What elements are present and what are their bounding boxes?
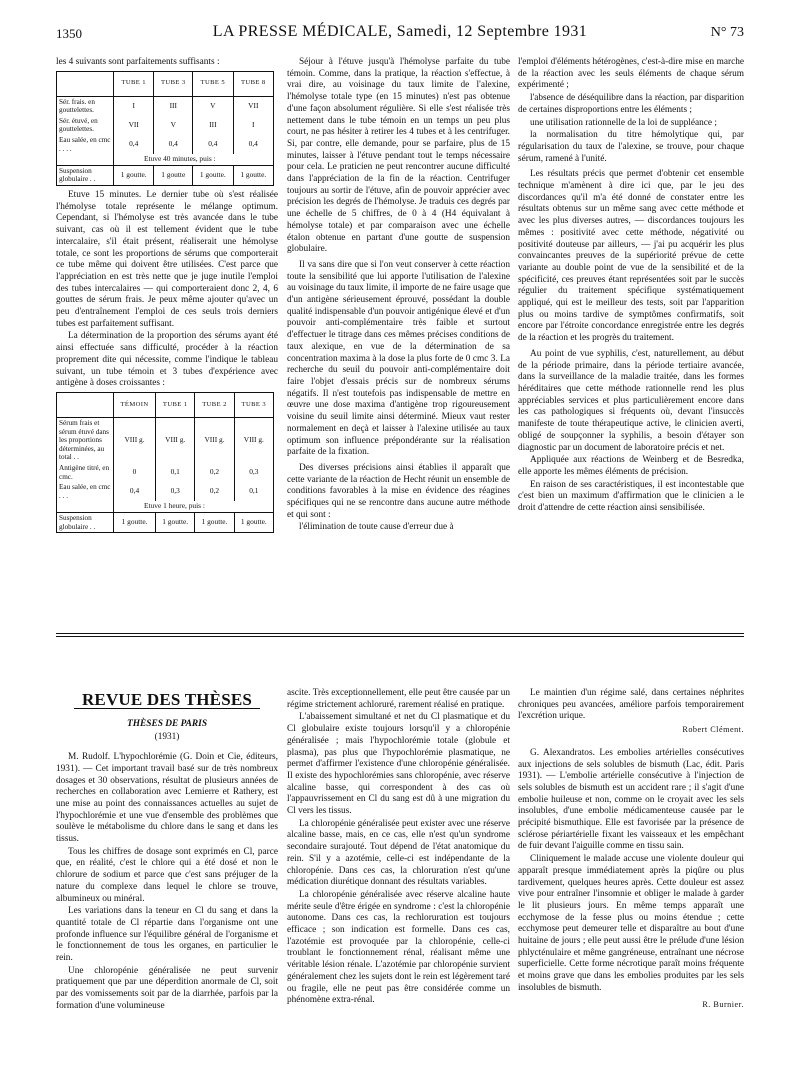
paragraph: ascite. Très exceptionnellement, elle peut être causée par un régime strictement achloruré, rarement réalisé en pratique. — [287, 688, 510, 710]
table-row — [57, 154, 274, 165]
paragraph: La détermination de la proportion des sérums ayant été ainsi effectuée sans difficulté, procéder à la réaction proprement dite qui nécessite, comme l'indique le tableau suivant, un tube témoin et 3 tubes d'expérience avec antigène à doses croissantes : — [56, 331, 278, 389]
table-cell: 1 goutte. — [195, 512, 234, 532]
table-row — [57, 482, 274, 501]
column-6 — [518, 688, 744, 1072]
section-subtitle: THÈSES DE PARIS — [126, 718, 208, 729]
table-row — [57, 165, 274, 185]
table-cell: Suspension globulaire . . — [57, 165, 114, 185]
table-header-cell: TUBE 3 — [234, 393, 273, 418]
table-cell: VII — [114, 116, 154, 135]
column-1 — [56, 57, 278, 625]
serum-proportion-table — [56, 71, 274, 186]
paragraph: Les variations dans la teneur en Cl du sang et dans la quantité totale de Cl répartie dans l'organisme ont une profonde influence sur l'équilibre général de l'organisme et le fonctionnement de tous les organes, en particulier le rein. — [56, 906, 278, 964]
table-cell: I — [114, 96, 154, 116]
paragraph: une utilisation rationnelle de la loi de suppléance ; — [530, 117, 717, 128]
table-row — [57, 135, 274, 154]
table-cell: Sérum frais et sérum étuvé dans les proportions déterminées, au total . . — [57, 418, 114, 463]
table-cell: 1 goutte — [154, 165, 193, 185]
table-cell: Antigène titré, en cmc. — [57, 463, 114, 482]
col1-intro: les 4 suivants sont parfaitements suffisants : — [56, 57, 220, 67]
paragraph: Appliquée aux réactions de Weinberg et de Besredka, elle apporte les mêmes éléments de précision. — [518, 455, 744, 477]
paragraph: L'abaissement simultané et net du Cl plasmatique et du Cl globulaire existe toujours lorsqu'il y a chloropénie généralisée ; mais l'hypochlorémie totale (globule et plasma), pas plus que l'hypochlorémie plasmatique, ne permet d'affirmer l'existence d'une chloropénie généralisée. Il existe des hypochlorémies sans chloropénie, avec réserve alcaline basse, qui correspondent à des cas où l'appauvrissement en Cl du sang est dû à une migration du Cl vers les tissus. — [287, 712, 510, 817]
table-cell: 1 goutte. — [114, 512, 156, 532]
paragraph: Etuve 15 minutes. Le dernier tube où s'est réalisée l'hémolyse totale représente le mélange optimum. Cependant, si l'hémolyse est très avancée dans le tube suivant, cas où il est tellement évident que le tube intercalaire, s'il était présent, réaliserait une hémolyse totale, ce sont les proportions de sérums que comporterait ce tube même qui doivent être utilisées. C'est parce que l'appréciation en est très nette que je juge inutile l'emploi des tubes intercalaires — qui comporteraient donc 2, 4, 6 gouttes de sérum frais. Je peux même ajouter qu'avec un peu d'entraînement l'emploi de ces seuls trois derniers tubes est parfaitement suffisant. — [56, 190, 278, 329]
table-header-cell — [57, 393, 114, 418]
table-cell: VIII g. — [195, 418, 234, 463]
table-cell: 0 — [114, 463, 156, 482]
table-cell: 0,2 — [195, 482, 234, 501]
paragraph: Le maintien d'un régime salé, dans certaines néphrites chroniques peu avancées, améliore parfois temporairement l'excrétion urique. — [518, 688, 744, 722]
table-header-cell: TUBE 1 — [156, 393, 195, 418]
paragraph: Cliniquement le malade accuse une violente douleur qui apparaît presque immédiatement après la piqûre ou plus tardivement, quelques heures après. Cette douleur est assez vive pour entraîner l'insomnie et obliger le malade à garder le lit plusieurs jours. En même temps apparaît une ecchymose de la fesse plus ou moins étendue ; cette ecchymose peut demeurer telle et disparaître au bout d'une huitaine de jours ; elle peut aussi être le prélude d'une lésion phlycténulaire et même gangréneuse, entraînant une nécrose superficielle. Cette forme nécrotique paraît moins fréquente et moins grave que dans les embolies produites par les sels insolubles de bismuth. — [518, 854, 744, 993]
paragraph: En raison de ses caractéristiques, il est incontestable que c'est bien un maximum d'affirmation que le clinicien a le droit d'attendre de cette réaction ainsi sensibilisée. — [518, 479, 744, 514]
table-row — [57, 418, 274, 463]
paragraph: M. Rudolf. L'hypochlorémie (G. Doin et Cie, éditeurs, 1931). — Cet important travail basé sur de très nombreux dosages et 30 observations, résultat de plusieurs années de recherches en collaboration avec Lemierre et Rathery, est une mise au point des connaissances actuelles au sujet de l'hypochlorémie et une vue d'ensemble des problèmes que soulève le métabolisme du chlore dans le sang et dans les tissus. — [56, 752, 278, 845]
paragraph: l'emploi d'éléments hétérogènes, c'est-à-dire mise en marche de la réaction avec les seuls éléments de chaque sérum expérimenté ; — [518, 57, 744, 91]
table-cell: 0,4 — [114, 135, 154, 154]
paragraph: La chloropénie généralisée peut exister avec une réserve alcaline basse, mais, en ce cas, elle n'est qu'un syndrome secondaire surajouté. Tout dépend de l'état anatomique du rein. S'il y a azotémie, celle-ci est indépendante de la chloropénie. Dans ces cas, la chloruration n'est qu'une médication diurétique donnant des résultats variables. — [287, 818, 510, 888]
author-signature: R. Burnier. — [702, 999, 744, 1009]
paragraph: Les résultats précis que permet d'obtenir cet ensemble technique m'amènent à dire ici que, par le jeu des discordances qu'il m'a été donné de constater entre les résultats obtenus sur un même sang avec cette méthode et avec les plus diverses autres, — discordances toujours les mêmes : positivité avec cette méthode, négativité ou positivité douteuse par ailleurs, — j'ai pu acquérir les plus convaincantes preuves de la supériorité prévue de cette variante au double point de vue de la sensibilité et de la spécificité, ces preuves étant représentées soit par le succès régulier du traitement spécifique systématiquement appliqué, qui est le meilleur des tests, soit par l'apparition plus ou moins tardive de symptômes confirmatifs, soit encore par l'étroite concordance enregistrée entre les degrés de la réaction et les progrès du traitement. — [518, 169, 744, 344]
table-header-cell: TUBE 1 — [114, 71, 154, 96]
paragraph: l'élimination de toute cause d'erreur due à — [299, 522, 454, 533]
table-header-cell: TÉMOIN — [114, 393, 156, 418]
paragraph: Il va sans dire que si l'on veut conserver à cette réaction toute la sensibilité que lui apporte l'utilisation de l'alexine au voisinage du taux limite, il importe de ne faire usage que d'un antigène sérieusement éprouvé, possédant la double qualité indispensable d'un pouvoir antigénique élevé et d'un pouvoir anti-complémentaire très faible et surtout d'effectuer le titrage dans ces mêmes précises conditions de taux alexique, en vue de la détermination de sa concentration maxima à la dose la plus forte de 0 cmc 3. La recherche du seuil du pouvoir anti-complémentaire doit faire l'objet d'essais précis sur de nombreux sérums négatifs. Il n'est toutefois pas indispensable de mettre en œuvre une dose maxima d'antigène trop rigoureusement voisine du seuil limite ainsi déterminé. Mieux vaut rester normalement en deçà et laisser à l'alexine utilisée au taux optimum son influence prépondérante sur la réalisation parfaite de la fixation. — [287, 259, 510, 458]
running-header — [56, 20, 744, 46]
column-2 — [287, 57, 510, 625]
table-cell: Suspension globulaire . . — [57, 512, 114, 532]
table-header-cell: TUBE 2 — [195, 393, 234, 418]
table-cell: VIII g. — [114, 418, 156, 463]
table-cell: Eau salée, en cmc . . . — [57, 482, 114, 501]
table-cell: 0,3 — [156, 482, 195, 501]
table-cell: 1 goutte. — [156, 512, 195, 532]
table-cell: V — [154, 116, 193, 135]
section-title: REVUE DES THÈSES — [81, 690, 253, 709]
table-header-row — [57, 393, 274, 418]
table-cell: 0,4 — [193, 135, 233, 154]
table-note: Etuve 40 minutes, puis : — [114, 154, 274, 165]
table-cell: I — [233, 116, 273, 135]
table-cell: 1 goutte. — [193, 165, 233, 185]
table-header-cell: TUBE 5 — [193, 71, 233, 96]
paragraph: l'absence de déséquilibre dans la réaction, par disparition de certaines disproportions entre les éléments ; — [518, 93, 744, 115]
table-cell: 1 goutte. — [233, 165, 273, 185]
column-4 — [56, 688, 278, 1072]
paragraph: Séjour à l'étuve jusqu'à l'hémolyse parfaite du tube témoin. Comme, dans la pratique, la réaction s'effectue, à vrai dire, au voisinage du taux limite de l'alexine, l'hémolyse totale type (en 15 minutes) n'est pas obtenue d'une façon absolument régulière. Si elle s'est réalisée très nettement dans le tube témoin en un temps un peu plus court, ne pas hésiter à retirer les 4 tubes et à les centrifuger. Si, par contre, elle demande, pour se parfaire, plus de 15 minutes, laisser à l'étuve pendant tout le temps nécessaire pour cela. Le praticien ne peut rencontrer aucune difficulté dans l'appréciation de la fin de la réaction. Centrifuger toujours au sortir de l'étuve, afin de pouvoir apprécier avec précision les degrés de l'hémolyse. Je traduis ces degrés par une échelle de 5 chiffres, de 0 à 4 (H4 équivalant à hémolyse totale) et par comparaison avec une échelle étalon obtenue en partant d'une goutte de suspension globulaire. — [287, 57, 510, 255]
section-divider — [56, 636, 744, 637]
table-row — [57, 96, 274, 116]
paragraph: Une chloropénie généralisée ne peut survenir pratiquement que par une déperdition anormale de Cl, soit par des vomissements soit par de la diarrhée, parfois par la formation d'une volumineuse — [56, 965, 278, 1011]
table-cell: VIII g. — [234, 418, 273, 463]
table-row — [57, 463, 274, 482]
table-cell: 0,3 — [234, 463, 273, 482]
author-signature: Robert Clément. — [682, 725, 744, 735]
table-cell: 0,4 — [114, 482, 156, 501]
column-3 — [518, 57, 744, 625]
paragraph: La chloropénie généralisée avec réserve alcaline haute mérite seule d'être érigée en syndrome : c'est la chloropénie autonome. Dans ces cas, la rechloruration est toujours efficace ; son indication est formelle. Dans ces cas, l'azotémie est provoquée par la chloropénie, celle-ci troublant le fonctionnement rénal, réalisant même une véritable lésion rénale. L'azotémie par chloropénie survient généralement chez les sujets dont le rein est légèrement taré ou fragile, elle ne peut pas être considérée comme un phénomène extra-rénal. — [287, 889, 510, 1006]
table-cell: 1 goutte. — [114, 165, 154, 185]
column-5 — [287, 688, 510, 1072]
section-divider — [56, 633, 744, 634]
table-cell: 1 goutte. — [234, 512, 273, 532]
table-cell: V — [193, 96, 233, 116]
page-number: 1350 — [56, 26, 82, 41]
table-cell: 0,4 — [154, 135, 193, 154]
table-header-row — [57, 71, 274, 96]
table-cell: 0,1 — [156, 463, 195, 482]
table-cell: VIII g. — [156, 418, 195, 463]
paragraph: la normalisation du titre hémolytique qui, par régularisation du taux de l'alexine, se trouve, pour chaque sérum, ramené à l'unité. — [518, 130, 744, 164]
table-cell: Sér. étuvé, en gouttelettes. — [57, 116, 114, 135]
table-cell: VII — [233, 96, 273, 116]
table-cell: 0,4 — [233, 135, 273, 154]
paragraph: G. Alexandratos. Les embolies artérielles consécutives aux injections de sels solubles de bismuth (Lac, édit. Paris 1931). — L'embolie artérielle consécutive à l'injection de sels solubles de bismuth est un accident rare ; il s'agit d'une embolie huileuse et non, comme on le croyait avec les sels insolubles, d'une embolie médicamenteuse causée par le précipité bismuthique. Elle est favorisée par la présence de sclérose périartérielle fixant les vaisseaux et les empêchant de fuir devant l'aiguille comme en tissu sain. — [518, 747, 744, 852]
table-cell: III — [154, 96, 193, 116]
table-cell: III — [193, 116, 233, 135]
table-header-cell — [57, 71, 114, 96]
table-row — [57, 116, 274, 135]
paragraph: Tous les chiffres de dosage sont exprimés en Cl, parce que, en réalité, c'est le chlore qui a été dosé et non le chlorure de sodium et parce que c'est sans préjuger de la nature du complexe dans lequel le chlore se trouve, albumineux ou minéral. — [56, 846, 278, 904]
section-year: (1931) — [154, 732, 180, 743]
table-row — [57, 512, 274, 532]
journal-title: LA PRESSE MÉDICALE, Samedi, 12 Septembre 1931 — [212, 23, 588, 40]
paragraph: Au point de vue syphilis, c'est, naturellement, au début de la période primaire, dans la période tertiaire avancée, dans la surveillance de la maladie traitée, dans les formes héréditaires que cette méthode rationnelle rend les plus appréciables services et plus particulièrement encore dans les cas pathologiques si fréquents où, devant l'insuccès manifeste de toute thérapeutique active, le clinicien averti, obligé de soupçonner la syphilis, a besoin d'étayer son diagnostic par un document de laboratoire précis et net. — [518, 348, 744, 453]
table-cell: Eau salée, en cmc . . . . — [57, 135, 114, 154]
issue-number: N° 73 — [710, 25, 744, 40]
table-cell: Sér. frais. en gouttelettes. — [57, 96, 114, 116]
table-cell: 0,1 — [234, 482, 273, 501]
table-row — [57, 501, 274, 512]
table-note: Etuve 1 heure, puis : — [114, 501, 274, 512]
table-header-cell: TUBE 3 — [154, 71, 193, 96]
reaction-table — [56, 392, 274, 533]
table-header-cell: TUBE 8 — [233, 71, 273, 96]
paragraph: Des diverses précisions ainsi établies il apparaît que cette variante de la réaction de Hecht réunit un ensemble de conditions favorables à la mise en évidence des réagines spécifiques qui ne se rencontre dans aucune autre méthode et qui sont : — [287, 462, 510, 520]
table-cell: 0,2 — [195, 463, 234, 482]
